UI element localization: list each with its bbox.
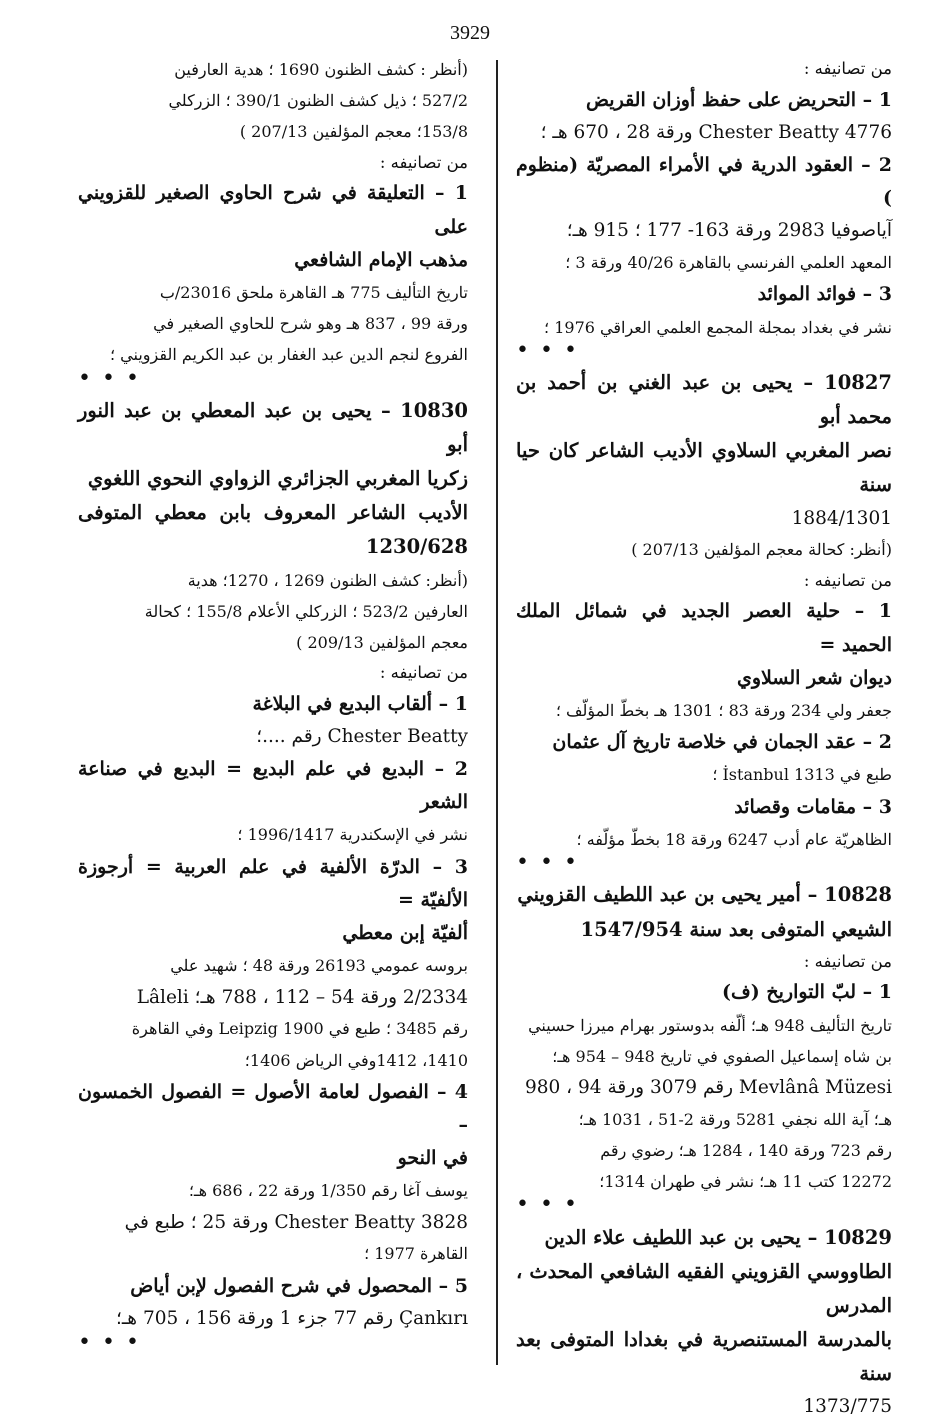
manuscript-line: هـ؛ آية الله نجفي 5281 ورقة 2-51 ، 1031 هـ؛ (578, 1109, 892, 1129)
manuscript-line: رقم 3485 ؛ طبع في Leipzig 1900 وفي القاهرة (131, 1019, 468, 1039)
entry-heading-10829: 10829 – يحيى بن عبد اللطيف علاء الدين (544, 1225, 892, 1249)
separator-dots: • • • (516, 337, 579, 363)
work-title: 1 – ألقاب البديع في البلاغة (252, 692, 468, 715)
manuscript-line: الفروع لنجم الدين عبد الغفار بن عبد الكريم القزويني ؛ (110, 345, 468, 365)
left-column (78, 54, 468, 1358)
manuscript-line: 4776 Chester Beatty ورقة 28 ، 670 هـ ؛ (540, 121, 892, 143)
work-title: 2 – العقود الدرية في الأمراء المصريّة (منظوم ) (516, 153, 892, 209)
works-label: من تصانيفه : (803, 59, 892, 78)
entry-date: 1884/1301 (791, 507, 892, 529)
entry-heading-10828: 10828 – أمير يحيى بن عبد اللطيف القزويني (517, 883, 892, 907)
works-label: من تصانيفه : (803, 570, 892, 590)
publication-line: القاهرة 1977 ؛ (364, 1244, 468, 1264)
column-divider (496, 60, 498, 1365)
manuscript-line: بروسه عمومي 26193 ورقة 48 ؛ شهيد علي (170, 956, 468, 976)
entry-heading: الشيعي المتوفى بعد سنة 1547/954 (580, 917, 892, 941)
works-label: من تصانيفه : (803, 951, 892, 971)
right-column (516, 54, 892, 1423)
entry-heading-10830: 10830 – يحيى بن عبد المعطي بن عبد النور أبو (78, 398, 468, 457)
works-label: من تصانيفه : (379, 152, 468, 172)
work-title: مذهب الإمام الشافعي (294, 248, 468, 271)
manuscript-line: الظاهريّة عام أدب 6247 ورقة 18 بخطّ مؤلّفه ؛ (576, 829, 892, 849)
entry-heading-10827: 10827 – يحيى بن عبد الغني بن أحمد بن محمد أبو (516, 371, 892, 429)
separator-dots: • • • (78, 1329, 141, 1355)
manuscript-line: آياصوفيا 2983 ورقة 163- 177 ؛ 915 هـ؛ (566, 220, 892, 242)
reference-line: (أنظر: كحالة معجم المؤلفين 207/13 ) (631, 540, 892, 560)
work-title: 1 – التعليقة في شرح الحاوي الصغير للقزويني على (78, 182, 468, 238)
separator-dots: • • • (516, 1192, 579, 1218)
manuscript-line: 2/2334 ورقة 54 – 112 ، 788 هـ؛ Lâleli (136, 986, 468, 1008)
work-title: ألفيّة إبن معطي (342, 922, 468, 945)
work-title: 2 – عقد الجمان في خلاصة تاريخ آل عثمان (552, 731, 892, 754)
reference-line: 153/8؛ معجم المؤلفين 207/13 ) (239, 122, 468, 142)
entry-heading: الطاووسي القزويني الفقيه الشافعي المحدث ، المدرس (516, 1259, 892, 1318)
manuscript-line: Çankırı رقم 77 جزء 1 ورقة 156 ، 705 هـ؛ (116, 1307, 468, 1329)
page-number: 3929 (450, 22, 490, 44)
manuscript-line: جعفر ولي 234 ورقة 83 ؛ 1301 هـ بخطّ المؤلّف ؛ (555, 701, 892, 721)
manuscript-line: تاريخ التأليف 948 هـ؛ ألّفه بدوستور بهرام ميرزا حسيني (528, 1015, 892, 1035)
manuscript-line: 1410، 1412وفي الرياض 1406؛ (244, 1050, 468, 1070)
work-title: 3 – مقامات وقصائد (734, 795, 892, 818)
work-title: ديوان شعر السلاوي (737, 666, 892, 689)
work-title: 1 – التحريض على حفظ أوزان القريض (586, 88, 892, 111)
work-title: 5 – المحصول في شرح الفصول لإبن أياض (130, 1274, 468, 1297)
publication-line: نشر في بغداد بمجلة المجمع العلمي العراقي 1976 ؛ (544, 317, 892, 337)
separator-dots: • • • (78, 365, 141, 391)
manuscript-line: يوسف آغا رقم 1/350 ورقة 22 ، 686 هـ؛ (188, 1181, 468, 1201)
work-title: 1 – لبّ التواريخ (ف) (722, 981, 892, 1004)
publication-line: نشر في الإسكندرية 1996/1417 ؛ (237, 825, 468, 845)
work-title: 2 – البديع في علم البديع = البديع في صناعة الشعر (78, 757, 468, 814)
entry-heading: زكريا المغربي الجزائري الزواوي النحوي اللغوي (87, 467, 468, 491)
manuscript-line: المعهد العلمي الفرنسي بالقاهرة 40/26 ورقة 3 ؛ (565, 253, 892, 273)
work-title: 1 – حلية العصر الجديد في شمائل الملك الحميد = (516, 600, 892, 656)
manuscript-line: Mevlânâ Müzesi رقم 3079 ورقة 94 ، 980 (524, 1077, 892, 1099)
manuscript-line: ورقة 99 ، 837 هـ وهو شرح للحاوي الصغير في (153, 314, 468, 334)
work-title: 4 – الفصول لعامة الأصول = الفصول الخمسون – (78, 1080, 468, 1136)
work-title: 3 – فوائد الموائد (757, 283, 892, 306)
reference-line: (أنظر: كشف الظنون 1269 ، 1270؛ هدية (187, 570, 468, 590)
entry-heading: بالمدرسة المستنصرية في بغدادا المتوفى بعد سنة (516, 1328, 892, 1386)
reference-line: معجم المؤلفين 209/13 ) (296, 632, 468, 652)
manuscript-line: رقم 723 ورقة 140 ، 1284 هـ؛ رضوي رقم (600, 1141, 892, 1161)
manuscript-line: بن شاه إسماعيل الصفوي في تاريخ 948 – 954 هـ؛ (552, 1046, 892, 1066)
entry-date: 1373/775 (803, 1396, 892, 1418)
manuscript-line: Chester Beatty رقم ....؛ (256, 726, 468, 748)
manuscript-line: 3828 Chester Beatty ورقة 25 ؛ طبع في (124, 1211, 468, 1233)
manuscript-line: تاريخ التأليف 775 هـ القاهرة ملحق 23016/ب (159, 283, 468, 302)
entry-heading: نصر المغربي السلاوي الأديب الشاعر كان حيا سنة (516, 439, 892, 497)
manuscript-line: 12272 كتب 11 هـ؛ نشر في طهران 1314؛ (599, 1172, 892, 1192)
reference-line: (أنظر : كشف الظنون 1690 ؛ هدية العارفين (174, 60, 468, 79)
work-title: 3 – الدرّة الألفية في علم العربية = أرجوزة الألفيّة = (78, 855, 468, 911)
separator-dots: • • • (516, 850, 579, 876)
works-label: من تصانيفه : (379, 663, 468, 683)
reference-line: 527/2 ؛ ذيل كشف الظنون 390/1 ؛ الزركلي (168, 91, 468, 111)
publication-line: طبع في İstanbul 1313 ؛ (712, 765, 892, 785)
work-title: في النحو (397, 1147, 468, 1170)
entry-heading: الأديب الشاعر المعروف بابن معطي المتوفى 1230/628 (78, 501, 468, 559)
reference-line: العارفين 523/2 ؛ الزركلي الأعلام 155/8 ؛ كحالة (144, 601, 468, 621)
